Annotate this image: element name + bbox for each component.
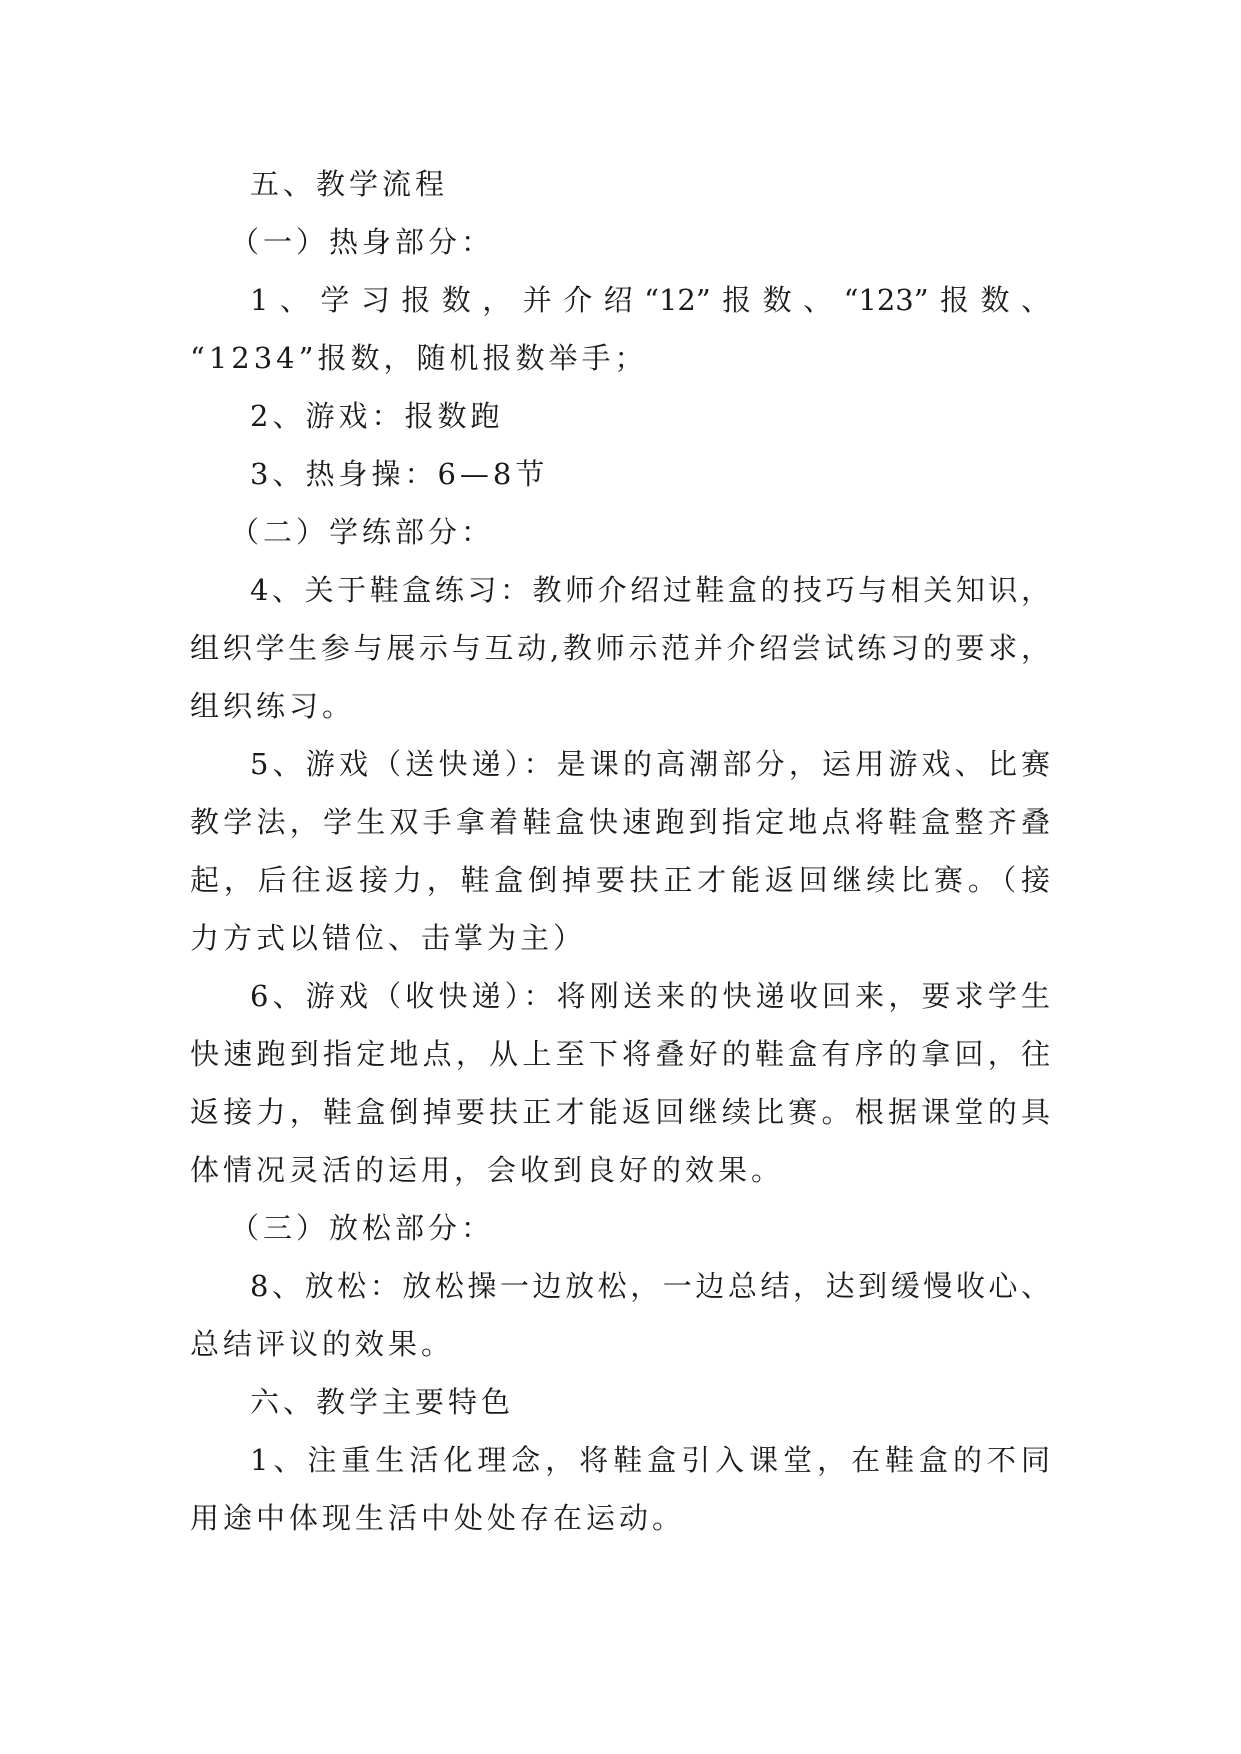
paragraph-line: “1234”报数，随机报数举手； [190,341,648,375]
subsection-heading-warmup: （一）热身部分： [230,225,495,259]
paragraph-line: 4、关于鞋盒练习：教师介绍过鞋盒的技巧与相关知识， [250,573,1050,607]
paragraph-line: 1、注重生活化理念，将鞋盒引入课堂，在鞋盒的不同 [250,1443,1050,1477]
paragraph-line: 组织学生参与展示与互动,教师示范并介绍尝试练习的要求， [190,631,1050,665]
subsection-heading-relaxation: （三）放松部分： [230,1211,495,1245]
paragraph-line: 返接力，鞋盒倒掉要扶正才能返回继续比赛。根据课堂的具 [190,1095,1050,1129]
paragraph-line: 5、游戏（送快递）：是课的高潮部分，运用游戏、比赛 [250,747,1050,781]
paragraph-line: 起，后往返接力，鞋盒倒掉要扶正才能返回继续比赛。（接 [190,863,1050,897]
paragraph-line: 1、学习报数，并介绍“12”报数、“123”报数、 [250,283,1050,317]
document-body [190,155,1050,1547]
section-heading-features: 六、教学主要特色 [250,1385,515,1419]
paragraph-line: 8、放松：放松操一边放松，一边总结，达到缓慢收心、 [250,1269,1050,1303]
paragraph-line: 用途中体现生活中处处存在运动。 [190,1501,686,1535]
paragraph-line: 力方式以错位、击掌为主） [190,921,587,955]
subsection-heading-practice: （二）学练部分： [230,515,495,549]
paragraph-line: 教学法，学生双手拿着鞋盒快速跑到指定地点将鞋盒整齐叠 [190,805,1050,839]
paragraph-line: 3、热身操：6—8节 [250,457,549,491]
paragraph-line: 体情况灵活的运用，会收到良好的效果。 [190,1153,785,1187]
paragraph-line: 组织练习。 [190,689,356,723]
paragraph-line: 总结评议的效果。 [190,1327,455,1361]
paragraph-line: 6、游戏（收快递）：将刚送来的快递收回来，要求学生 [250,979,1050,1013]
section-heading-teaching-process: 五、教学流程 [250,167,449,201]
paragraph-line: 2、游戏：报数跑 [250,399,504,433]
paragraph-line: 快速跑到指定地点，从上至下将叠好的鞋盒有序的拿回，往 [190,1037,1050,1071]
